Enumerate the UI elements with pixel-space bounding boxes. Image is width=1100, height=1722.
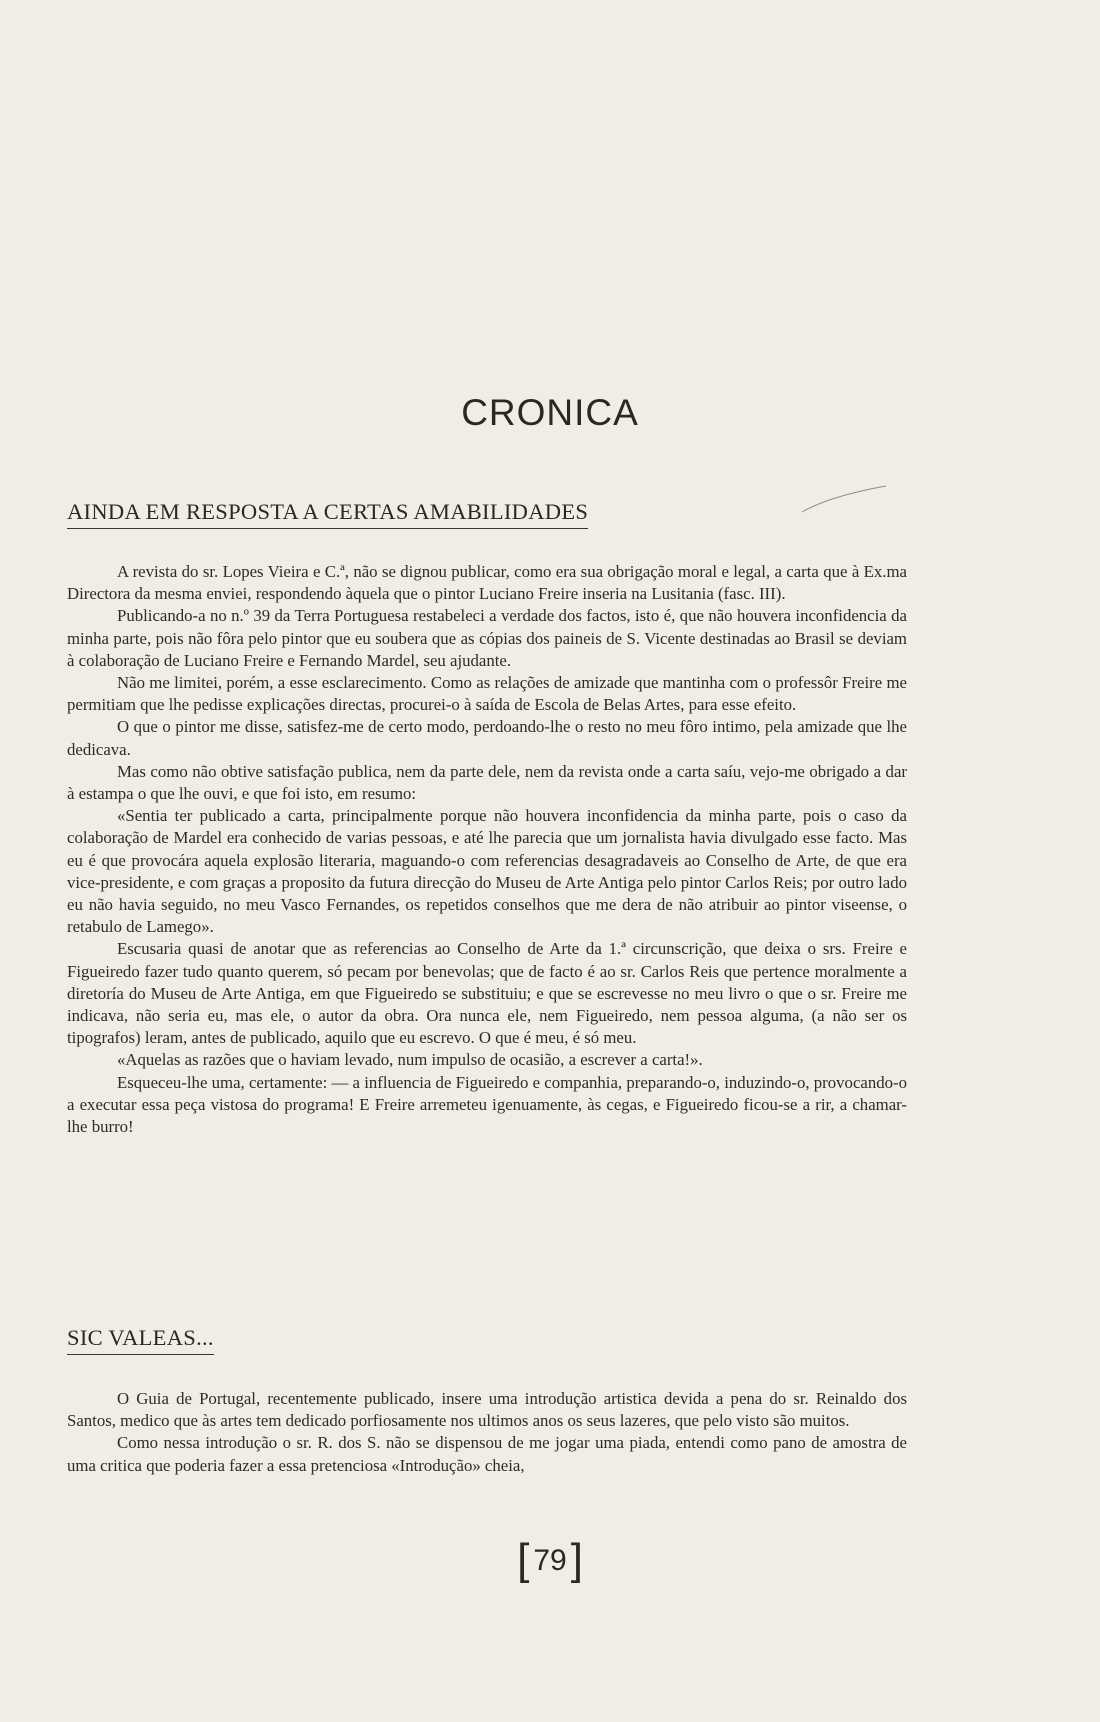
bracket-right: ] xyxy=(570,1535,583,1584)
paragraph: «Aquelas as razões que o haviam levado, num impulso de ocasião, a escrever a carta!». xyxy=(117,1050,703,1070)
section-heading: AINDA EM RESPOSTA A CERTAS AMABILIDADES xyxy=(67,499,588,529)
paragraph: Escusaria quasi de anotar que as referencias ao Conselho de Arte da 1.ª circunscrição, que deixa o srs. Freire e Figueiredo fazer tudo quanto querem, só pecam por benevolas; que de facto é ao sr. Carlos Reis que pertence moralmente a diretoría do Museu de Arte Antiga, em que Figueiredo se substituiu; e que se escrevesse no meu livro o que o sr. Freire me indicava, não seria eu, mas ele, o autor da obra. Ora nunca ele, nem Figueiredo, nem pessoa alguma, (a não ser os tipografos) leram, antes de publicado, aquilo que eu escrevo. O que é meu, é só meu. xyxy=(67,939,907,1048)
bracket-left: [ xyxy=(517,1535,530,1584)
paragraph: Como nessa introdução o sr. R. dos S. não se dispensou de me jogar uma piada, entendi como pano de amostra de uma critica que poderia fazer a essa pretenciosa «Introdução» cheia, xyxy=(67,1433,907,1475)
page-number xyxy=(0,1535,1100,1585)
pencil-stroke-mark xyxy=(800,484,890,514)
paragraph: O Guia de Portugal, recentemente publicado, insere uma introdução artistica devida a pena do sr. Reinaldo dos Santos, medico que às artes tem dedicado porfiosamente nos ultimos anos os seus lazeres, que pelo visto são muitos. xyxy=(67,1389,907,1431)
paragraph: Publicando-a no n.º 39 da Terra Portuguesa restabeleci a verdade dos factos, isto é, que não houvera inconfidencia da minha parte, pois não fôra pelo pintor que eu soubera que as cópias dos paineis de S. Vicente destinadas ao Brasil se deviam à colaboração de Luciano Freire e Fernando Mardel, seu ajudante. xyxy=(67,606,907,670)
paragraph: O que o pintor me disse, satisfez-me de certo modo, perdoando-lhe o resto no meu fôro intimo, pela amizade que lhe dedicava. xyxy=(67,717,907,759)
page-title: CRONICA xyxy=(461,392,639,433)
paragraph: «Sentia ter publicado a carta, principalmente porque não houvera inconfidencia da minha parte, pois o caso da colaboração de Mardel era conhecido de varias pessoas, e até lhe parecia que um jornalista havia divulgado esse facto. Mas eu é que provocára aquela explosão literaria, maguando-o com referencias desagradaveis ao Conselho de Arte, de que era vice-presidente, e com graças a proposito da futura direcção do Museu de Arte Antiga pelo pintor Carlos Reis; por outro lado eu não havia seguido, no meu Vasco Fernandes, os repetidos conselhos que me dera de não atribuir ao pintor viseense, o retabulo de Lamego». xyxy=(67,806,907,937)
paragraph: Esqueceu-lhe uma, certamente: — a influencia de Figueiredo e companhia, preparando-o, induzindo-o, provocando-o a executar essa peça vistosa do programa! E Freire arremeteu igenuamente, às cegas, e Figueiredo ficou-se a rir, a chamar-lhe burro! xyxy=(67,1072,907,1137)
paragraph: A revista do sr. Lopes Vieira e C.ª, não se dignou publicar, como era sua obrigação moral e legal, a carta que à Ex.ma Directora da mesma enviei, respondendo àquela que o pintor Luciano Freire inseria na Lusitania (fasc. III). xyxy=(67,562,907,604)
article-body xyxy=(67,561,907,1138)
section-heading: SIC VALEAS... xyxy=(67,1325,214,1355)
page-number-value: 79 xyxy=(533,1544,567,1577)
article-body xyxy=(67,1388,907,1477)
paragraph: Mas como não obtive satisfação publica, nem da parte dele, nem da revista onde a carta saíu, vejo-me obrigado a dar à estampa o que lhe ouvi, e que foi isto, em resumo: xyxy=(67,761,907,804)
paragraph: Não me limitei, porém, a esse esclarecimento. Como as relações de amizade que mantinha com o professôr Freire me permitiam que lhe pedisse explicações directas, procurei-o à saída de Escola de Belas Artes, para esse efeito. xyxy=(67,673,907,715)
